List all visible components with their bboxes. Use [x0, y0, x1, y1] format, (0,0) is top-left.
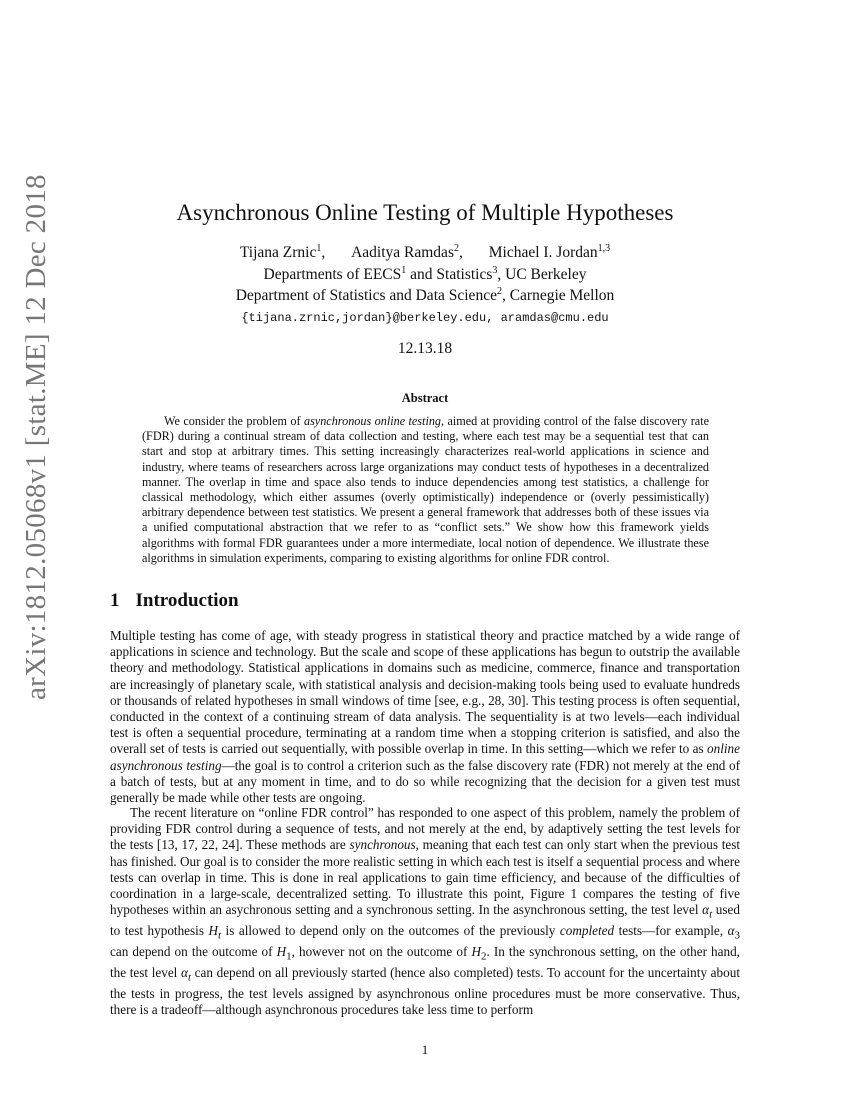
author-list: [0, 244, 850, 262]
author-3: Michael I. Jordan$^{1,3}$: [488, 242, 611, 261]
affiliation-cmu: Department of Statistics and Data Science$^2$, Carnegie Mellon: [235, 285, 615, 304]
abstract-heading: Abstract: [401, 391, 449, 405]
abstract-body: We consider the problem of asynchronous online testing, aimed at providing control of the false discovery rate (FDR) during a continual stream of data collection and testing, where each test may be a sequential test that can start and stop at arbitrary times. This setting increasingly characterizes real-world applications in science and industry, where teams of researchers across large organizations may conduct tests of hypotheses in a decentralized manner. The overlap in time and space also tends to induce dependencies among test statistics, a challenge for classical methodology, which either assumes (overly optimistically) independence or (overly pessimistically) arbitrary dependence between test statistics. We present a general framework that addresses both of these issues via a unified computational abstraction that we refer to as “conflict sets.” We show how this framework yields algorithms with formal FDR guarantees under a more intermediate, local notion of dependence. We illustrate these algorithms in simulation experiments, comparing to existing algorithms for online FDR control.: [142, 414, 709, 565]
page-number: 1: [421, 1042, 429, 1057]
section-number: 1: [110, 590, 120, 611]
affiliation-berkeley: Departments of EECS$^1$ and Statistics$^3$, UC Berkeley: [263, 264, 587, 283]
section-heading: [110, 590, 239, 612]
paragraph-2: The recent literature on “online FDR control” has responded to one aspect of this problem, namely the problem of providing FDR control during a sequence of tests, and not merely at the end, by adaptively setting the test levels for the tests [13, 17, 22, 24]. These methods are synchronous, meaning that each test can only start when the previous test has finished. Our goal is to consider the more realistic setting in which each test is itself a sequential process and where tests can overlap in time. This is done in real applications to gain time efficiency, and because of the difficulties of coordination in a large-scale, decentralized setting. To illustrate this point, Figure 1 compares the testing of five hypotheses within an asychronous setting and a synchronous setting. In the asynchronous setting, the test level $\alpha_t$ used to test hypothesis $H_t$ is allowed to depend only on the outcomes of the previously completed tests—for example, $\alpha_3$ can depend on the outcome of $H_1$, however not on the outcome of $H_2$. In the synchronous setting, on the other hand, the test level $\alpha_t$ can depend on all previously started (hence also completed) tests. To account for the uncertainty about the tests in progress, the test levels assigned by asynchronous online procedures must be more conservative. Thus, there is a tradeoff—although asynchronous procedures take less time to perform: [110, 805, 741, 1017]
paragraph-1: Multiple testing has come of age, with steady progress in statistical theory and practice matched by a wide range of applications in science and technology. But the scale and scope of these applications has begun to outstrip the available theory and methodology. Statistical applications in domains such as medicine, commerce, finance and transportation are increasingly of planetary scale, with statistical analysis and decision-making tools being used to evaluate hundreds or thousands of related hypotheses in small windows of time [see, e.g., 28, 30]. This testing process is often sequential, conducted in the context of a continuing stream of data analysis. The sequentiality is at two levels—each individual test is often a sequential procedure, terminating at a random time when a stopping criterion is satisfied, and also the overall set of tests is carried out sequentially, with possible overlap in time. In this setting—which we refer to as online asynchronous testing—the goal is to control a criterion such as the false discovery rate (FDR) not merely at the end of a batch of tests, but at any moment in time, and to do so while recognizing that the decision for a given test must generally be made while other tests are ongoing.: [110, 628, 741, 806]
author-2: Aaditya Ramdas$^2$,: [351, 242, 463, 261]
paper-date: 12.13.18: [397, 340, 453, 357]
paper-title: Asynchronous Online Testing of Multiple Hypotheses: [176, 200, 674, 225]
author-emails: {tijana.zrnic,jordan}@berkeley.edu, aramdas@cmu.edu: [241, 311, 609, 325]
arxiv-stamp-text: arXiv:1812.05068v1 [stat.ME] 12 Dec 2018: [20, 174, 52, 700]
section-title: Introduction: [135, 590, 239, 611]
author-1: Tijana Zrnic$^1$,: [239, 242, 326, 261]
